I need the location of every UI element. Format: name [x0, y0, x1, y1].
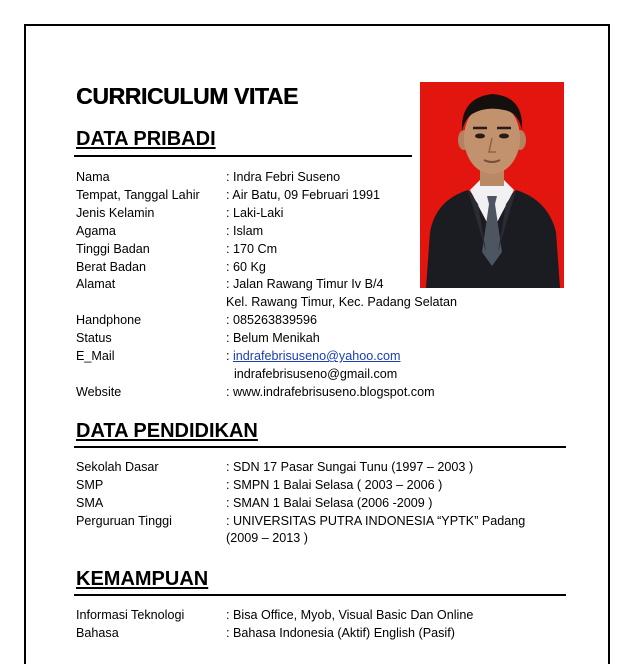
field-label: Agama [76, 224, 116, 238]
field-value: : Indra Febri Suseno [226, 170, 341, 184]
field-label: Berat Badan [76, 260, 147, 274]
field-value: : 170 Cm [226, 242, 278, 256]
field-value: : UNIVERSITAS PUTRA INDONESIA “YPTK” Padang [226, 514, 526, 528]
field-label: Sekolah Dasar [76, 460, 159, 474]
field-value: : SMPN 1 Balai Selasa ( 2003 – 2006 ) [226, 478, 443, 492]
field-label: Tinggi Badan [76, 242, 150, 256]
section-divider [74, 594, 566, 596]
field-value: : Jalan Rawang Timur Iv B/4 [226, 277, 384, 291]
email-prefix: : [226, 349, 233, 363]
email-secondary: indrafebrisuseno@gmail.com [234, 367, 398, 381]
section-heading-skills: KEMAMPUAN [76, 568, 209, 590]
section-heading-personal: DATA PRIBADI [76, 128, 216, 150]
field-value: : Islam [226, 224, 264, 238]
section-heading-education: DATA PENDIDIKAN [76, 420, 258, 442]
field-value [226, 348, 401, 365]
field-label: E_Mail [76, 349, 115, 363]
field-label: Website [76, 385, 122, 399]
field-value: : Bisa Office, Myob, Visual Basic Dan Online [226, 608, 474, 622]
cv-page [24, 24, 610, 664]
section-divider [74, 155, 412, 157]
field-label: Jenis Kelamin [76, 206, 155, 220]
field-value: : Bahasa Indonesia (Aktif) English (Pasif) [226, 626, 455, 640]
field-value: : SDN 17 Pasar Sungai Tunu (1997 – 2003 ) [226, 460, 474, 474]
field-label: Status [76, 331, 112, 345]
field-label: Informasi Teknologi [76, 608, 185, 622]
field-label: Handphone [76, 313, 142, 327]
field-value: : SMAN 1 Balai Selasa (2006 -2009 ) [226, 496, 433, 510]
field-value: : www.indrafebrisuseno.blogspot.com [226, 385, 435, 399]
section-divider [74, 446, 566, 448]
profile-photo [420, 82, 564, 288]
address-line-2: Kel. Rawang Timur, Kec. Padang Selatan [226, 295, 458, 309]
field-value: : Air Batu, 09 Februari 1991 [226, 188, 381, 202]
field-label: Tempat, Tanggal Lahir [76, 188, 200, 202]
field-value: : Laki-Laki [226, 206, 284, 220]
field-label: SMP [76, 478, 104, 492]
field-value: : 085263839596 [226, 313, 318, 327]
field-label: SMA [76, 496, 104, 510]
field-label: Bahasa [76, 626, 119, 640]
field-value: : Belum Menikah [226, 331, 320, 345]
email-link[interactable]: indrafebrisuseno@yahoo.com [233, 349, 401, 363]
field-label: Perguruan Tinggi [76, 514, 172, 528]
field-label: Nama [76, 170, 110, 184]
portrait-illustration [420, 82, 564, 288]
university-years: (2009 – 2013 ) [226, 531, 308, 545]
field-label: Alamat [76, 277, 116, 291]
field-value: : 60 Kg [226, 260, 266, 274]
document-title: CURRICULUM VITAE [76, 83, 298, 109]
